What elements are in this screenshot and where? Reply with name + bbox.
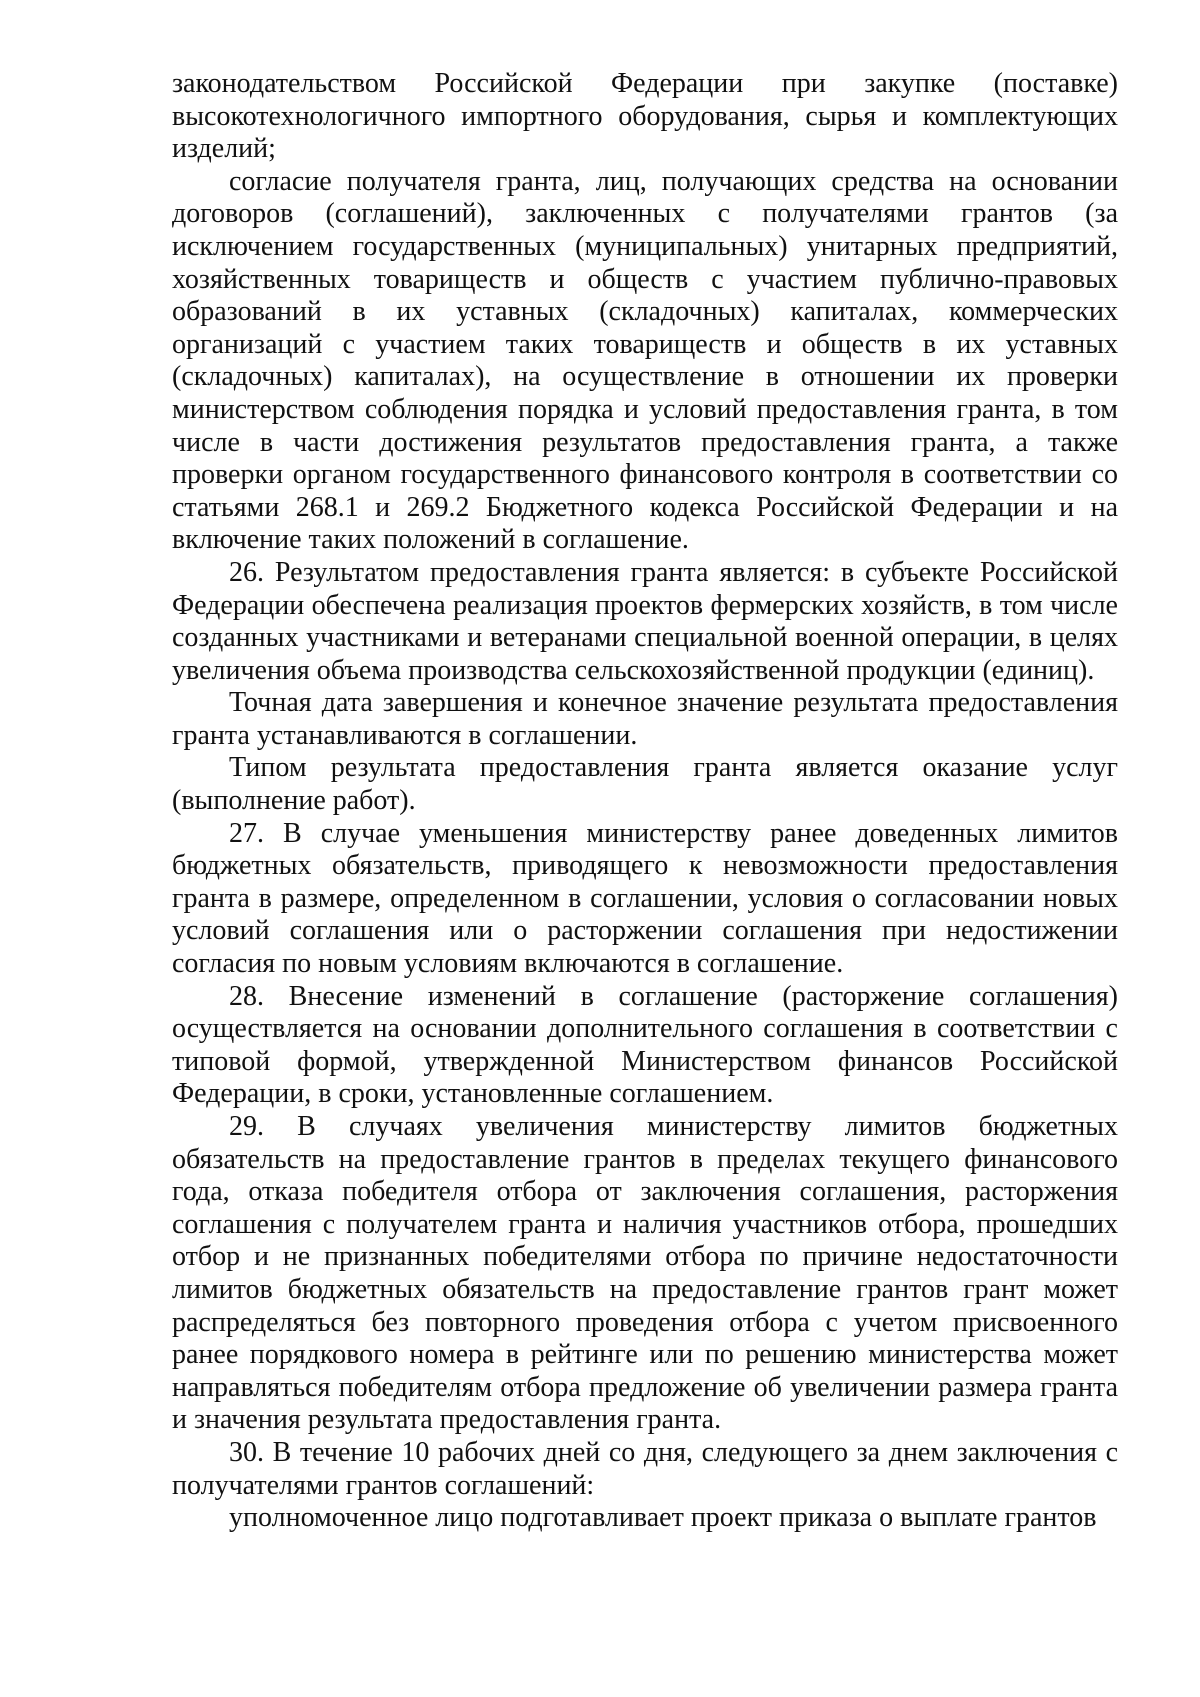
- paragraph-28: 28. Внесение изменений в соглашение (расторжение соглашения) осуществляется на основании дополнительного соглашения в соответствии с типовой формой, утвержденной Министерством финансов Российской Федерации, в сроки, установленные соглашением.: [172, 980, 1118, 1110]
- paragraph-29: 29. В случаях увеличения министерству лимитов бюджетных обязательств на предоставление грантов в пределах текущего финансового года, отказа победителя отбора от заключения соглашения, расторжения соглашения с получателем гранта и наличия участников отбора, прошедших отбор и не признанных победителями отбора по причине недостаточности лимитов бюджетных обязательств на предоставление грантов грант может распределяться без повторного проведения отбора с учетом присвоенного ранее порядкового номера в рейтинге или по решению министерства может направляться победителям отбора предложение об увеличении размера гранта и значения результата предоставления гранта.: [172, 1111, 1118, 1436]
- document-page: [172, 68, 1118, 1535]
- paragraph-26: 26. Результатом предоставления гранта является: в субъекте Российской Федерации обеспечена реализация проектов фермерских хозяйств, в том числе созданных участниками и ветеранами специальной военной операции, в целях увеличения объема производства сельскохозяйственной продукции (единиц).: [172, 556, 1118, 686]
- paragraph-result-date: Точная дата завершения и конечное значение результата предоставления гранта устанавливаются в соглашении.: [172, 687, 1118, 751]
- paragraph-result-type: Типом результата предоставления гранта является оказание услуг (выполнение работ).: [172, 752, 1118, 817]
- paragraph-authorized-person: уполномоченное лицо подготавливает проект приказа о выплате грантов: [229, 1502, 1097, 1534]
- paragraph-continuation: законодательством Российской Федерации при закупке (поставке) высокотехнологичного импортного оборудования, сырья и комплектующих изделий;: [172, 68, 1118, 165]
- paragraph-30: 30. В течение 10 рабочих дней со дня, следующего за днем заключения с получателями грантов соглашений:: [172, 1436, 1118, 1501]
- paragraph-consent: согласие получателя гранта, лиц, получающих средства на основании договоров (соглашений), заключенных с получателями грантов (за исключением государственных (муниципальных) унитарных предприятий, хозяйственных товариществ и обществ с участием публично-правовых образований в их уставных (складочных) капиталах, коммерческих организаций с участием таких товариществ и обществ в их уставных (складочных) капиталах), на осуществление в отношении их проверки министерством соблюдения порядка и условий предоставления гранта, в том числе в части достижения результатов предоставления гранта, а также проверки органом государственного финансового контроля в соответствии со статьями 268.1 и 269.2 Бюджетного кодекса Российской Федерации и на включение таких положений в соглашение.: [172, 165, 1118, 556]
- paragraph-27: 27. В случае уменьшения министерству ранее доведенных лимитов бюджетных обязательств, приводящего к невозможности предоставления гранта в размере, определенном в соглашении, условия о согласовании новых условий соглашения или о расторжении соглашения при недостижении согласия по новым условиям включаются в соглашение.: [172, 817, 1118, 980]
